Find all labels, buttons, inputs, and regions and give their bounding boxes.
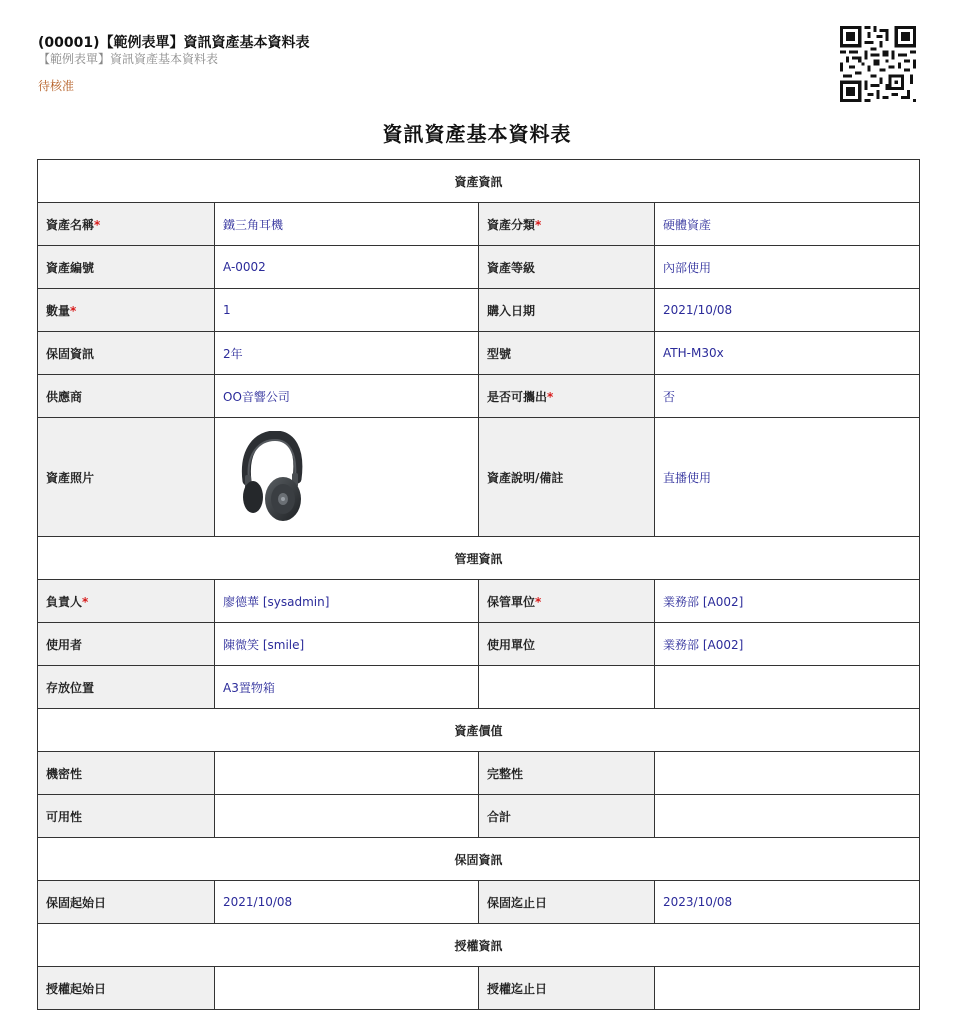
asset-number-value[interactable]: A-0002 [215,246,479,289]
vendor-label: 供應商 [38,375,215,418]
owner-value[interactable]: 廖德華 [sysadmin] [215,580,479,623]
section-license-info: 授權資訊 [38,924,920,967]
user-label: 使用者 [38,623,215,666]
form-row [38,623,920,666]
section-row [38,709,920,752]
quantity-label [38,289,215,332]
required-mark: * [535,217,542,232]
form-row [38,752,920,795]
form-row [38,289,920,332]
warranty-end-label: 保固迄止日 [479,881,655,924]
asset-number-label: 資產編號 [38,246,215,289]
form-row [38,332,920,375]
empty-cell [479,666,655,709]
model-value[interactable]: ATH-M30x [655,332,920,375]
asset-category-label [479,203,655,246]
section-asset-info: 資產資訊 [38,160,920,203]
form-row [38,375,920,418]
required-mark: * [547,389,554,404]
total-value[interactable] [655,795,920,838]
availability-value[interactable] [215,795,479,838]
form-row [38,666,920,709]
total-label: 合計 [479,795,655,838]
vendor-value[interactable]: OO音響公司 [215,375,479,418]
integrity-label: 完整性 [479,752,655,795]
portable-label [479,375,655,418]
form-row [38,795,920,838]
purchase-date-label: 購入日期 [479,289,655,332]
section-row [38,838,920,881]
warranty-label: 保固資訊 [38,332,215,375]
required-mark: * [70,303,77,318]
form-id: (00001)【範例表單】資訊資產基本資料表 [38,35,310,51]
asset-name-label [38,203,215,246]
form-row [38,967,920,1010]
required-mark: * [94,217,101,232]
section-row [38,537,920,580]
section-row [38,924,920,967]
section-row [38,160,920,203]
status-badge: 待核准 [38,79,75,93]
label-text: 負責人 [46,594,83,609]
warranty-value[interactable]: 2年 [215,332,479,375]
form-header [38,34,310,94]
user-value[interactable]: 陳微笑 [smile] [215,623,479,666]
license-start-label: 授權起始日 [38,967,215,1010]
asset-category-value[interactable]: 硬體資產 [655,203,920,246]
photo-label: 資產照片 [38,418,215,537]
confidentiality-value[interactable] [215,752,479,795]
section-warranty-info: 保固資訊 [38,838,920,881]
section-management-info: 管理資訊 [38,537,920,580]
warranty-start-label: 保固起始日 [38,881,215,924]
location-value[interactable]: A3置物箱 [215,666,479,709]
form-row [38,418,920,537]
label-text: 資產名稱 [46,217,95,232]
asset-level-value[interactable]: 內部使用 [655,246,920,289]
form-row [38,881,920,924]
qr-code-icon [840,26,916,102]
license-end-value[interactable] [655,967,920,1010]
asset-form-table [37,159,920,1010]
section-asset-value: 資產價值 [38,709,920,752]
photo-value[interactable] [215,418,479,537]
label-text: 數量 [46,303,71,318]
purchase-date-value[interactable]: 2021/10/08 [655,289,920,332]
label-text: 保管單位 [487,594,536,609]
license-end-label: 授權迄止日 [479,967,655,1010]
required-mark: * [82,594,89,609]
description-value[interactable]: 直播使用 [655,418,920,537]
document-title: 資訊資產基本資料表 [382,122,572,146]
user-unit-label: 使用單位 [479,623,655,666]
label-text: 是否可攜出 [487,389,548,404]
form-row [38,580,920,623]
form-row [38,246,920,289]
required-mark: * [535,594,542,609]
availability-label: 可用性 [38,795,215,838]
warranty-end-value[interactable]: 2023/10/08 [655,881,920,924]
portable-value[interactable]: 否 [655,375,920,418]
empty-cell [655,666,920,709]
owner-label [38,580,215,623]
description-label: 資產說明/備註 [479,418,655,537]
model-label: 型號 [479,332,655,375]
user-unit-value[interactable]: 業務部 [A002] [655,623,920,666]
form-subtitle: 【範例表單】資訊資產基本資料表 [38,52,219,66]
form-row [38,203,920,246]
asset-level-label: 資產等級 [479,246,655,289]
custody-unit-label [479,580,655,623]
integrity-value[interactable] [655,752,920,795]
asset-name-value[interactable]: 鐵三角耳機 [215,203,479,246]
custody-unit-value[interactable]: 業務部 [A002] [655,580,920,623]
license-start-value[interactable] [215,967,479,1010]
location-label: 存放位置 [38,666,215,709]
confidentiality-label: 機密性 [38,752,215,795]
headphones-photo-icon[interactable] [237,431,307,523]
label-text: 資產分類 [487,217,536,232]
quantity-value[interactable]: 1 [215,289,479,332]
warranty-start-value[interactable]: 2021/10/08 [215,881,479,924]
